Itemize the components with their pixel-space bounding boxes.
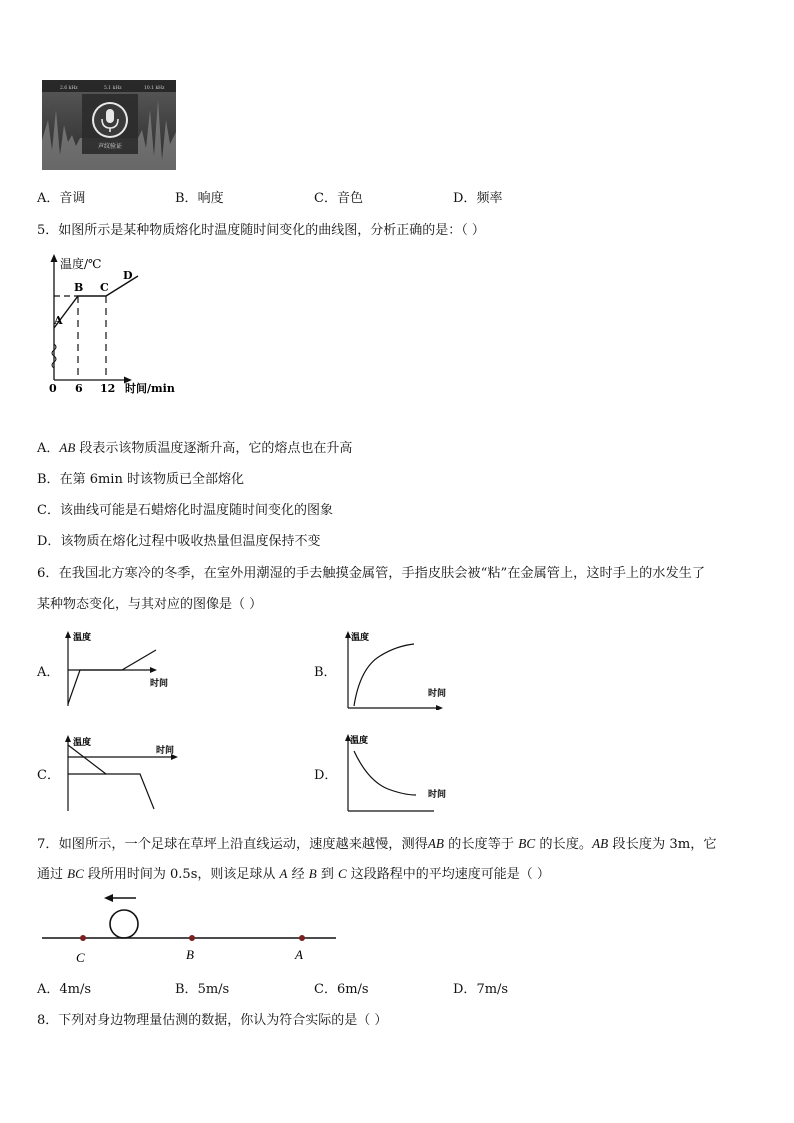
q6-graph-c [58,733,178,813]
q5-option-a[interactable]: A．AB 段表示该物质温度逐渐升高，它的熔点也在升高 [37,440,353,456]
x-axis-label: 时间/min [125,382,175,395]
freq-label-3: 10.1 kHz [144,86,165,91]
q7-option-c[interactable]: C．6m/s [314,982,369,997]
graph-b-y-label: 温度 [351,633,370,643]
tick-6: 6 [75,382,83,395]
point-b-label: B [74,281,84,294]
q6-option-c-letter[interactable]: C． [37,768,60,783]
q7-option-d[interactable]: D．7m/s [453,982,509,997]
q7-stem-line2: 通过 BC 段所用时间为 0.5s，则该足球从 A 经 B 到 C 这段路程中的平均速度可能是（ ） [37,866,550,882]
q7-stem-line1: 7．如图所示，一个足球在草坪上沿直线运动，速度越来越慢，测得AB 的长度等于 BC 的长度。AB 段长度为 3m，它 [37,836,717,852]
point-a-label: A [54,314,63,327]
graph-c-x-label: 时间 [156,746,175,756]
freq-label-1: 2.6 kHz [60,86,78,91]
microphone-icon [92,102,128,138]
q6-graph-a [58,628,168,708]
football [110,910,138,938]
q6-stem-line1: 6．在我国北方寒冷的冬季，在室外用潮湿的手去触摸金属管，手指皮肤会被“粘”在金属管上，这时手上的水发生了 [37,566,706,581]
graph-d-x-label: 时间 [428,790,447,800]
tick-12: 12 [100,382,116,395]
q7-option-b[interactable]: B．5m/s [175,982,230,997]
point-d-label: D [123,269,133,282]
q5-option-c[interactable]: C．该曲线可能是石蜡熔化时温度随时间变化的图象 [37,503,333,518]
q4-option-b[interactable]: B．响度 [175,191,224,206]
q4-option-c[interactable]: C．音色 [314,191,363,206]
q5-option-b[interactable]: B．在第 6min 时该物质已全部熔化 [37,472,244,487]
q6-stem-line2: 某种物态变化，与其对应的图像是（ ） [37,597,263,612]
graph-a-y-label: 温度 [73,633,92,643]
q8-stem: 8．下列对身边物理量估测的数据，你认为符合实际的是（ ） [37,1013,388,1028]
q7-option-a[interactable]: A．4m/s [37,982,92,997]
graph-b-x-label: 时间 [428,689,447,699]
graph-d-y-label: 温度 [350,736,369,746]
q5-stem: 5．如图所示是某种物质熔化时温度随时间变化的曲线图，分析正确的是：（ ） [37,223,485,238]
point-b-label: B [186,947,194,962]
y-axis-label: 温度/℃ [60,257,102,271]
q6-graph-d [338,731,458,813]
tick-0: 0 [49,382,57,395]
graph-a-x-label: 时间 [150,679,168,689]
q4-option-a[interactable]: A．音调 [37,191,86,206]
point-a-label: A [295,947,303,962]
q6-option-b-letter[interactable]: B． [314,665,337,680]
q6-option-d-letter[interactable]: D． [314,768,338,783]
freq-label-2: 5.1 kHz [104,86,122,91]
point-c-label: C [100,281,109,294]
q5-option-d[interactable]: D．该物质在熔化过程中吸收热量但温度保持不变 [37,534,321,549]
graph-c-y-label: 温度 [73,738,92,748]
q5-melting-graph [40,252,190,398]
voiceprint-caption: 声纹验证 [97,143,123,150]
q7-football-diagram [40,888,340,968]
voiceprint-image [42,80,176,170]
q6-option-a-letter[interactable]: A． [37,665,60,680]
q4-option-d[interactable]: D．频率 [453,191,503,206]
point-c-label: C [76,950,85,965]
q6-graph-b [338,628,458,710]
